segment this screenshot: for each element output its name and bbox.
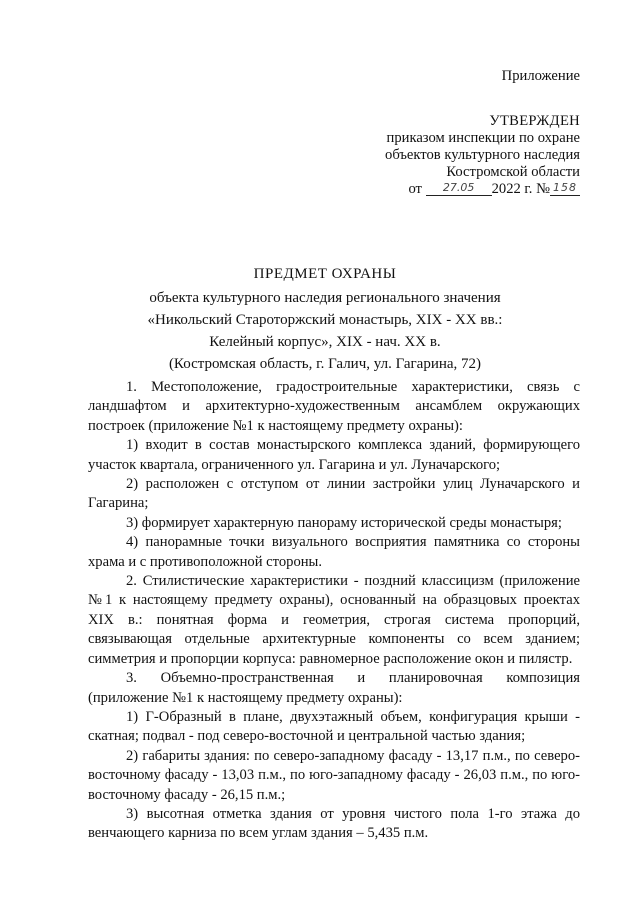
title-line-1: объекта культурного наследия регионального значения <box>149 290 501 306</box>
section-1-item-4: 4) панорамные точки визуального восприятия памятника со стороны храма и с противоположной стороны. <box>88 534 580 570</box>
document-body <box>88 378 580 844</box>
section-1-item-2: 2) расположен с отступом от линии застройки улиц Луначарского и Гагарина; <box>88 476 580 512</box>
title-line-4: (Костромская область, г. Галич, ул. Гагарина, 72) <box>168 356 482 372</box>
order-line-2: объектов культурного наследия <box>385 147 580 163</box>
date-year: 2022 г. № <box>491 181 550 197</box>
order-line-3: Костромской области <box>446 164 580 180</box>
order-line-1: приказом инспекции по охране <box>386 130 580 146</box>
approved-heading: УТВЕРЖДЕН <box>489 113 580 129</box>
approval-block <box>385 113 580 198</box>
title-line-3: Келейный корпус», XIX - нач. XX в. <box>209 334 441 350</box>
section-1-item-1: 1) входит в состав монастырского комплекса зданий, формирующего участок квартала, ограниченного ул. Гагарина и ул. Луначарского; <box>88 437 580 473</box>
section-1-item-3: 3) формирует характерную панораму исторической среды монастыря; <box>126 514 562 531</box>
document-title-block <box>80 263 570 375</box>
date-prefix: от <box>408 181 422 197</box>
section-2-paragraph: 2. Стилистические характеристики - поздний классицизм (приложение №1 к настоящему предмету охраны), основанный на образцовых проектах XIX в.: понятная форма и геометрия, строгая система пропорций, связывающая отдельные архитектурные компоненты со всем зданием; симметрия и пропорции корпуса: равномерное расположение окон и пилястр. <box>88 573 580 667</box>
title-line-2: «Никольский Староторжский монастырь, XIX - XX вв.: <box>147 312 503 328</box>
appendix-label <box>502 68 580 85</box>
section-3-item-2: 2) габариты здания: по северо-западному фасаду - 13,17 п.м., по северо-восточному фасаду - 13,03 п.м., по юго-западному фасаду - 26,03 п.м., по юго-восточному фасаду - 26,15 п.м.; <box>88 747 580 803</box>
appendix-text: Приложение <box>501 68 580 84</box>
section-3-item-3: 3) высотная отметка здания от уровня чистого пола 1-го этажа до венчающего карниза по всем углам здания – 5,435 п.м. <box>88 805 580 842</box>
page-title: ПРЕДМЕТ ОХРАНЫ <box>253 266 397 282</box>
handwritten-date: 27.05 <box>426 181 492 196</box>
order-date-line <box>385 181 580 198</box>
handwritten-order-number: 158 <box>550 181 580 196</box>
section-3-paragraph: 3. Объемно-пространственная и планировочная композиция (приложение №1 к настоящему предмету охраны): <box>88 670 580 706</box>
section-3-item-1: 1) Г-Образный в плане, двухэтажный объем, конфигурация крыши - скатная; подвал - под северо-восточной и центральной частью здания; <box>88 708 580 745</box>
section-1-paragraph: 1. Местоположение, градостроительные характеристики, связь с ландшафтом и архитектурно-художественным ансамблем окружающих построек (приложение №1 к настоящему предмету охраны): <box>88 379 580 434</box>
